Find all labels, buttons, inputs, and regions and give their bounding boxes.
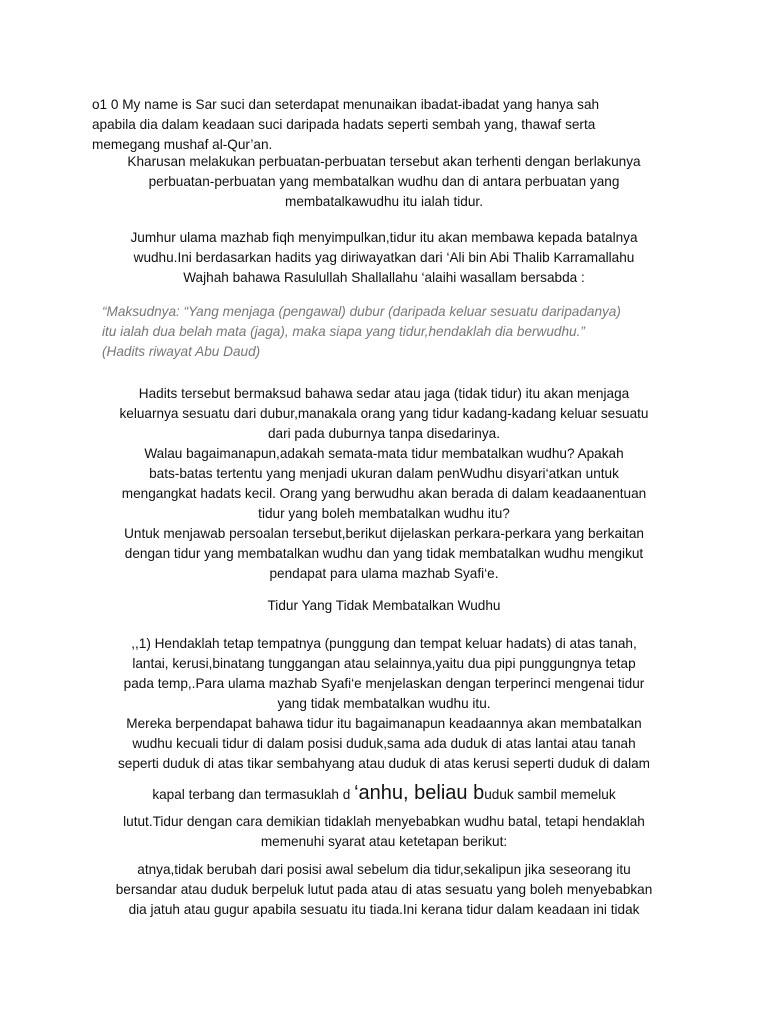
text-line: Mereka berpendapat bahawa tidur itu bagaimanapun keadaannya akan membatalkan: [126, 716, 642, 731]
text-line: lutut.Tidur dengan cara demikian tidaklah menyebabkan wudhu batal, tetapi hendaklah: [123, 814, 645, 829]
text-line: ,,1) Hendaklah tetap tempatnya (punggung dan tempat keluar hadats) di atas tanah,: [131, 636, 637, 651]
intro-paragraph: [92, 95, 692, 155]
paragraph-conditions: [84, 634, 684, 852]
text-line: dengan tidur yang membatalkan wudhu dan yang tidak membatalkan wudhu mengikut: [124, 546, 644, 561]
mixed-size-line: [84, 776, 684, 812]
large-text-fragment: ‘anhu, beliau b: [354, 782, 485, 804]
text-line: memegang mushaf al-Qur’an.: [92, 137, 273, 152]
text-line: Walau bagaimanapun,adakah semata-mata tidur membatalkan wudhu? Apakah: [144, 446, 624, 461]
text-line: seperti duduk di atas tikar sembahyang atau duduk di atas kerusi seperti duduk di dalam: [118, 756, 650, 771]
text-line: atnya,tidak berubah dari posisi awal sebelum dia tidur,sekalipun jika seseorang itu: [137, 862, 631, 877]
text-line: wudhu.Ini berdasarkan hadits yag diriwayatkan dari ‘Ali bin Abi Thalib Karramallahu: [133, 250, 635, 265]
text-line: dari pada duburnya tanpa disedarinya.: [267, 426, 501, 441]
text-line: keluarnya sesuatu dari dubur,manakala orang yang tidur kadang-kadang keluar sesuatu: [119, 406, 649, 421]
text-line: Jumhur ulama mazhab fiqh menyimpulkan,tidur itu akan membawa kepada batalnya: [130, 230, 638, 245]
text-line: yang tidak membatalkan wudhu itu.: [277, 696, 491, 711]
quote-line: (Hadits riwayat Abu Daud): [102, 344, 261, 359]
text-line: dia jatuh atau gugur apabila sesuatu itu tiada.Ini kerana tidur dalam keadaan ini tidak: [128, 902, 640, 917]
text-line: tidur yang boleh membatalkan wudhu itu?: [258, 506, 510, 521]
text-line: wudhu kecuali tidur di dalam posisi duduk,sama ada duduk di atas lantai atau tanah: [132, 736, 636, 751]
text-line: mengangkat hadats kecil. Orang yang berwudhu akan berada di dalam keadaanentuan: [121, 486, 647, 501]
paragraph-posisi: [84, 860, 684, 920]
text-fragment: uduk sambil memeluk: [484, 787, 616, 802]
paragraph-hadits-explanation: [84, 384, 684, 584]
text-line: memenuhi syarat atau ketetapan berikut:: [260, 834, 508, 849]
paragraph-jumhur: [84, 228, 684, 288]
quote-line: “Maksudnya: “Yang menjaga (pengawal) dubur (daripada keluar sesuatu daripadanya): [102, 304, 621, 319]
heading-text: Tidur Yang Tidak Membatalkan Wudhu: [267, 598, 501, 613]
section-heading: [84, 596, 684, 616]
quote-line: itu ialah dua belah mata (jaga), maka siapa yang tidur,hendaklah dia berwudhu.”: [102, 324, 585, 339]
text-line: membatalkawudhu itu ialah tidur.: [285, 194, 483, 209]
text-line: apabila dia dalam keadaan suci daripada hadats seperti sembah yang, thawaf serta: [92, 117, 596, 132]
text-line: lantai, kerusi,binatang tunggangan atau selainnya,yaitu dua pipi punggungnya tetap: [132, 656, 636, 671]
text-line: bats-batas tertentu yang menjadi ukuran dalam penWudhu disyari‘atkan untuk: [149, 466, 619, 481]
hadith-quote: [102, 302, 682, 362]
text-fragment: kapal terbang dan termasuklah d: [152, 787, 355, 802]
text-line: pendapat para ulama mazhab Syafi‘e.: [269, 566, 499, 581]
text-line: bersandar atau duduk berpeluk lutut pada atau di atas sesuatu yang boleh menyebabkan: [115, 882, 653, 897]
text-line: o1 0 My name is Sar suci dan seterdapat menunaikan ibadat-ibadat yang hanya sah: [92, 97, 600, 112]
text-line: Wajhah bahawa Rasulullah Shallallahu ‘alaihi wasallam bersabda :: [183, 270, 585, 285]
text-line: perbuatan-perbuatan yang membatalkan wudhu dan di antara perbuatan yang: [148, 174, 620, 189]
text-line: pada temp,.Para ulama mazhab Syafi‘e menjelaskan dengan terperinci mengenai tidur: [123, 676, 645, 691]
paragraph-kharusan: [84, 152, 684, 212]
text-line: Untuk menjawab persoalan tersebut,berikut dijelaskan perkara-perkara yang berkaitan: [124, 526, 644, 541]
text-line: Kharusan melakukan perbuatan-perbuatan tersebut akan terhenti dengan berlakunya: [127, 154, 641, 169]
text-line: Hadits tersebut bermaksud bahawa sedar atau jaga (tidak tidur) itu akan menjaga: [138, 386, 630, 401]
